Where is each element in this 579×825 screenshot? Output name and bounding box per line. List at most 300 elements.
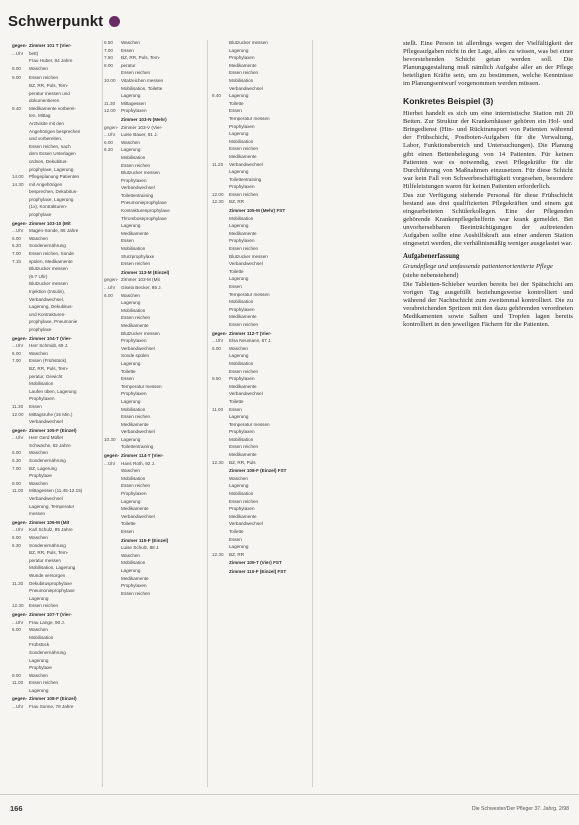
schedule-entry [12, 588, 101, 594]
schedule-entry [104, 300, 202, 306]
entry-time [104, 553, 121, 559]
entry-time [212, 131, 229, 137]
entry-time [212, 139, 229, 145]
entry-time: 8.00 [12, 65, 21, 71]
entry-text: Lagerung [29, 595, 49, 601]
entry-text: Lagerung [121, 498, 141, 504]
entry-text: Verbandwechsel [29, 419, 63, 425]
entry-text: Mittagsruhe (15 Min.) [29, 411, 73, 417]
entry-time [12, 635, 29, 641]
entry-text: Zimmer 103-V (Vier- [121, 124, 163, 130]
entry-time [212, 429, 229, 435]
entry-text: Mobilisation [229, 299, 254, 305]
entry-text: Lagerung [121, 567, 141, 573]
schedule-entry [212, 314, 310, 320]
entry-time: 7.00 [12, 465, 21, 471]
schedule-entry [104, 48, 202, 54]
entry-text: Essen reichen [121, 483, 151, 489]
schedule-entry [104, 155, 202, 161]
entry-text: Thromboseprophylaxe [121, 215, 167, 221]
schedule-entry [104, 238, 202, 244]
entry-time: 6.20 [12, 243, 21, 249]
entry-text: Waschen [121, 139, 140, 145]
entry-time: 6.00 [12, 627, 21, 633]
room-header [104, 270, 202, 276]
entry-time [104, 476, 121, 482]
entry-time [104, 315, 121, 321]
entry-time [212, 216, 229, 222]
schedule-entry [212, 223, 310, 229]
entry-time [212, 238, 229, 244]
entry-time [12, 204, 29, 210]
entry-text: Verbandwechsel [121, 185, 155, 191]
schedule-entry [12, 374, 101, 380]
entry-text: Waschen [121, 40, 140, 45]
entry-text: Essen [229, 406, 242, 412]
entry-text: Prophylaxe [29, 473, 52, 479]
entry-time [104, 391, 121, 397]
entry-time [212, 384, 229, 390]
entry-time [212, 78, 229, 84]
schedule-entry [12, 366, 101, 372]
entry-time [104, 529, 121, 535]
entry-text: Essen reichen [29, 75, 59, 81]
entry-time [104, 346, 121, 352]
entry-time [12, 642, 29, 648]
schedule-entry [212, 154, 310, 160]
schedule-entry [12, 274, 101, 280]
entry-text: Mobilisation [229, 77, 254, 83]
entry-time [104, 422, 121, 428]
entry-text: Waschen [29, 627, 48, 633]
entry-text: Temperatur messen [229, 115, 270, 121]
entry-text: prophylaxe, Lagerung [29, 196, 74, 202]
schedule-entry [12, 51, 101, 57]
schedule-entry [12, 351, 101, 357]
entry-time: ...Uhr [104, 285, 116, 290]
schedule-entry [12, 98, 101, 104]
room-header [104, 538, 202, 544]
room-header [12, 520, 101, 526]
schedule-entry [104, 200, 202, 206]
entry-text: Pneumonieprophylaxe [29, 588, 75, 594]
entry-time: 10.30 [104, 436, 116, 442]
entry-text: Mobilisation [121, 406, 146, 412]
schedule-entry [212, 184, 310, 190]
entry-text: besprechen, Dekubitus- [29, 189, 78, 195]
article-text [403, 40, 573, 787]
entry-time [104, 70, 121, 76]
entry-text: Verbandwechsel [29, 496, 63, 502]
entry-time [104, 444, 121, 450]
entry-time [212, 399, 229, 405]
schedule-entry [12, 243, 101, 249]
entry-text: Lagerung [121, 223, 141, 229]
schedule-entry [12, 66, 101, 72]
entry-text: Karl Schulz, 85 Jahre [29, 527, 73, 533]
schedule-entry [212, 139, 310, 145]
entry-text: Waschen [121, 552, 140, 558]
entry-time: 14.00 [12, 174, 24, 180]
schedule-entry [12, 688, 101, 694]
entry-time: 7.00 [12, 251, 21, 257]
schedule-entry [212, 101, 310, 107]
schedule-entry [104, 93, 202, 99]
entry-text: Essen reichen [121, 70, 151, 76]
entry-text: Toilette [229, 398, 244, 404]
entry-time: 8.00 [104, 62, 113, 68]
entry-time [12, 83, 29, 89]
schedule-entry [212, 407, 310, 413]
entry-text: Lagerung [121, 147, 141, 153]
entry-time [12, 129, 29, 135]
schedule-entry [104, 55, 202, 61]
entry-time [104, 208, 121, 214]
schedule-entry [12, 228, 101, 234]
schedule-entry [212, 55, 310, 61]
entry-text: Mobilisation [229, 215, 254, 221]
schedule-entry [12, 680, 101, 686]
entry-time [104, 538, 121, 544]
entry-time [12, 289, 29, 295]
entry-time [212, 483, 229, 489]
entry-text: Essen [121, 376, 134, 382]
entry-time [104, 246, 121, 252]
entry-time [212, 307, 229, 313]
schedule-entry [104, 163, 202, 169]
entry-time: 9.00 [12, 480, 21, 486]
entry-time [12, 504, 29, 510]
entry-time [212, 452, 229, 458]
schedule-entry [104, 101, 202, 107]
entry-text: Medikamente [229, 452, 257, 458]
entry-time [212, 391, 229, 397]
entry-text: Angehörigen besprechen [29, 128, 81, 134]
schedule-entry [104, 254, 202, 260]
entry-text: Mittagessen [121, 100, 146, 106]
schedule-entry [212, 269, 310, 275]
entry-time [12, 159, 29, 165]
entry-time [12, 212, 29, 218]
schedule-entry [12, 174, 101, 180]
entry-text: Medikamente [121, 575, 149, 581]
entry-time [12, 91, 29, 97]
entry-time [12, 319, 29, 325]
entry-time [104, 300, 121, 306]
entry-text: Waschen [121, 292, 140, 298]
schedule-entry [12, 281, 101, 287]
schedule-entry [12, 151, 101, 157]
schedule-entry [212, 521, 310, 527]
schedule-entry [104, 40, 202, 46]
schedule-entry [12, 504, 101, 510]
entry-time [12, 558, 29, 564]
entry-text: Prophylaxen [229, 55, 255, 61]
entry-time [104, 514, 121, 520]
entry-text: Medikamente [229, 153, 257, 159]
schedule-entry [12, 129, 101, 135]
entry-time [212, 414, 229, 420]
entry-time [12, 389, 29, 395]
schedule-entry [12, 289, 101, 295]
entry-text: Lagerung [229, 353, 249, 359]
schedule-entry [212, 514, 310, 520]
entry-text: Essen reichen [229, 191, 259, 197]
entry-time [212, 40, 229, 46]
entry-time [212, 169, 229, 175]
schedule-entry [104, 293, 202, 299]
schedule-entry [104, 369, 202, 375]
room-header [12, 612, 101, 618]
entry-time [104, 200, 121, 206]
entry-time: 7.00 [104, 47, 113, 53]
entry-text: Essen reichen, nach [29, 143, 71, 149]
entry-text: Toilettentraining [229, 176, 262, 182]
entry-time: gegen- [12, 220, 28, 226]
schedule-entry [12, 266, 101, 272]
schedule-entry [104, 285, 202, 291]
schedule-entry [12, 113, 101, 119]
entry-text: Verbandwechsel, [29, 296, 64, 302]
entry-time [104, 429, 121, 435]
page-header [8, 6, 120, 36]
schedule-entry [104, 261, 202, 267]
entry-time [212, 63, 229, 69]
entry-text: peratur [121, 62, 136, 68]
entry-time [104, 223, 121, 229]
entry-time: gegen- [12, 43, 28, 48]
entry-text: Essen reichen [229, 146, 259, 152]
entry-text: Zimmer 114-T (Vier- [121, 453, 164, 459]
entry-text: Frau Sonne, 78 Jahre [29, 704, 74, 710]
schedule-entry [104, 391, 202, 397]
entry-text: Pneumonieprophylaxe [121, 200, 167, 206]
entry-text: Gisela Becker, 85 J. [121, 285, 162, 290]
schedule-entry [104, 223, 202, 229]
schedule-entry [104, 70, 202, 76]
schedule-entry [12, 642, 101, 648]
entry-text: Mobilisation [29, 634, 54, 640]
entry-time [104, 361, 121, 367]
schedule-entry [104, 583, 202, 589]
entry-time: 9.40 [12, 105, 21, 111]
page-footer [0, 794, 579, 825]
schedule-entry [104, 63, 202, 69]
schedule-entry [212, 529, 310, 535]
schedule-entry [212, 93, 310, 99]
entry-time [12, 588, 29, 594]
schedule-entry [12, 596, 101, 602]
entry-text: BZ, RR, Puls, Tem- [121, 55, 161, 61]
entry-time [104, 506, 121, 512]
entry-time: 6.00 [12, 350, 21, 356]
entry-time [212, 361, 229, 367]
entry-text: mit Angehörigen [29, 181, 63, 187]
schedule-entry [12, 620, 101, 626]
entry-time [12, 419, 29, 425]
entry-text: Temperatur messen [121, 383, 162, 389]
entry-text: ordnen, Dekubitus- [29, 158, 68, 164]
entry-text: Prophylaxen [229, 238, 255, 244]
entry-text: Medikamente [229, 513, 257, 519]
entry-time [12, 366, 29, 372]
schedule-entry [12, 259, 101, 265]
schedule-entry [104, 86, 202, 92]
schedule-entry [212, 483, 310, 489]
schedule-entry [212, 216, 310, 222]
entry-time: 12.30 [212, 459, 224, 465]
entry-text: Essen reichen [229, 70, 259, 76]
schedule-entry [12, 304, 101, 310]
schedule-entry [12, 58, 101, 64]
entry-time [212, 48, 229, 54]
entry-text: Hans Roth, 92 J. [121, 460, 156, 466]
schedule-entry [104, 208, 202, 214]
schedule-entry [212, 284, 310, 290]
schedule-entry [12, 473, 101, 479]
entry-text: Sondenernährung [29, 458, 66, 464]
schedule-entry [12, 159, 101, 165]
entry-text: Verbandwechsel [229, 161, 263, 167]
entry-time [104, 170, 121, 176]
schedule-entry [212, 116, 310, 122]
schedule-entry [12, 496, 101, 502]
paragraph: Grundpflege und umfassende patientenorientierte Pflege [403, 263, 553, 271]
entry-text: Prophylaxen [29, 396, 55, 402]
schedule-entry [104, 506, 202, 512]
entry-time [104, 117, 121, 123]
schedule-entry [12, 189, 101, 195]
schedule-entry [212, 499, 310, 505]
entry-time [12, 688, 29, 694]
entry-time: ...Uhr [212, 338, 224, 344]
entry-time [104, 270, 121, 276]
schedule-entry [104, 591, 202, 597]
entry-text: Essen reichen [229, 368, 259, 374]
entry-text: Wunde versorgen [29, 572, 66, 578]
entry-time [212, 569, 229, 575]
schedule-entry [212, 338, 310, 344]
entry-time: ...Uhr [12, 619, 24, 625]
schedule-entry [104, 323, 202, 329]
entry-time: 11.00 [212, 406, 224, 412]
entry-time: 9.00 [12, 672, 21, 678]
entry-time [212, 208, 229, 214]
entry-text: Prophylaxe [29, 665, 52, 671]
entry-text: Zimmer 112-T (Vier- [229, 330, 272, 336]
entry-time [212, 422, 229, 428]
room-header [212, 468, 310, 474]
entry-time: 11.30 [12, 403, 24, 409]
schedule-entry [104, 437, 202, 443]
entry-text: Lagerung [229, 131, 249, 137]
schedule-entry [212, 422, 310, 428]
schedule-entry [12, 404, 101, 410]
schedule-entry [12, 535, 101, 541]
entry-text: Essen reichen [229, 246, 259, 252]
schedule-entry [104, 231, 202, 237]
schedule-entry [104, 422, 202, 428]
schedule-entry [104, 147, 202, 153]
schedule-entry [212, 276, 310, 282]
entry-time [12, 381, 29, 387]
schedule-entry [12, 450, 101, 456]
entry-time: 12.30 [212, 551, 224, 557]
entry-time [212, 322, 229, 328]
entry-text: Waschen [29, 480, 48, 486]
entry-text: Lagerung [121, 436, 141, 442]
entry-time: 6.00 [104, 292, 113, 298]
schedule-entry [12, 581, 101, 587]
entry-text: Essen [121, 47, 134, 53]
entry-time [212, 261, 229, 267]
entry-text: Medikamente [121, 506, 149, 512]
schedule-entry [12, 396, 101, 402]
schedule-entry [104, 315, 202, 321]
schedule-entry [212, 353, 310, 359]
entry-text: Blutzucker messen [229, 253, 268, 259]
schedule-entry [104, 491, 202, 497]
entry-text: Zimmer 103-M (Mit [121, 277, 160, 283]
entry-text: Prophylaxen [121, 491, 147, 497]
entry-time: gegen- [104, 453, 120, 459]
schedule-entry [212, 414, 310, 420]
entry-time: 14.30 [12, 181, 24, 187]
entry-time [212, 284, 229, 290]
room-header [212, 560, 310, 566]
room-header [12, 43, 101, 49]
entry-time: 9.50 [212, 376, 221, 382]
entry-time: 9.00 [12, 75, 21, 81]
entry-text: Lagerung [29, 657, 49, 663]
entry-time: gegen- [212, 330, 228, 336]
entry-time: 6.00 [12, 535, 21, 540]
entry-text: Mobilisation [229, 491, 254, 497]
schedule-entry [104, 429, 202, 435]
entry-text: Medikamente [229, 383, 257, 389]
schedule-entry [212, 452, 310, 458]
entry-text: Sondenernährung [29, 649, 66, 655]
entry-time [104, 591, 121, 597]
entry-text: Lagerung [229, 483, 249, 489]
schedule-entry [104, 514, 202, 520]
entry-text: Luise Bauer, 81 J. [121, 132, 158, 138]
entry-time [104, 193, 121, 199]
schedule-entry [212, 40, 310, 46]
entry-text: bett) [29, 50, 39, 56]
section-dot-icon [109, 16, 120, 27]
entry-text: prophylaxe, Lagerung [29, 166, 74, 172]
schedule-entry [12, 236, 101, 242]
schedule-entry [104, 346, 202, 352]
schedule-entry [12, 412, 101, 418]
schedule-entry [212, 376, 310, 382]
schedule-entry [12, 319, 101, 325]
entry-text: Frühstück [29, 642, 50, 648]
entry-text: Lagerung [229, 544, 249, 550]
entry-text: Injektion (Insulin), [29, 289, 66, 294]
entry-time: 6.00 [12, 450, 21, 456]
entry-time: gegen- [12, 427, 28, 433]
schedule-entry [12, 511, 101, 517]
entry-time: 11.00 [12, 680, 24, 686]
entry-text: Laufen üben, Lagerung [29, 388, 77, 394]
schedule-entry [104, 476, 202, 482]
entry-text: dokumentieren [29, 98, 60, 104]
entry-time [12, 396, 29, 402]
entry-time [12, 113, 29, 119]
entry-text: Prophylaxen [229, 123, 255, 129]
